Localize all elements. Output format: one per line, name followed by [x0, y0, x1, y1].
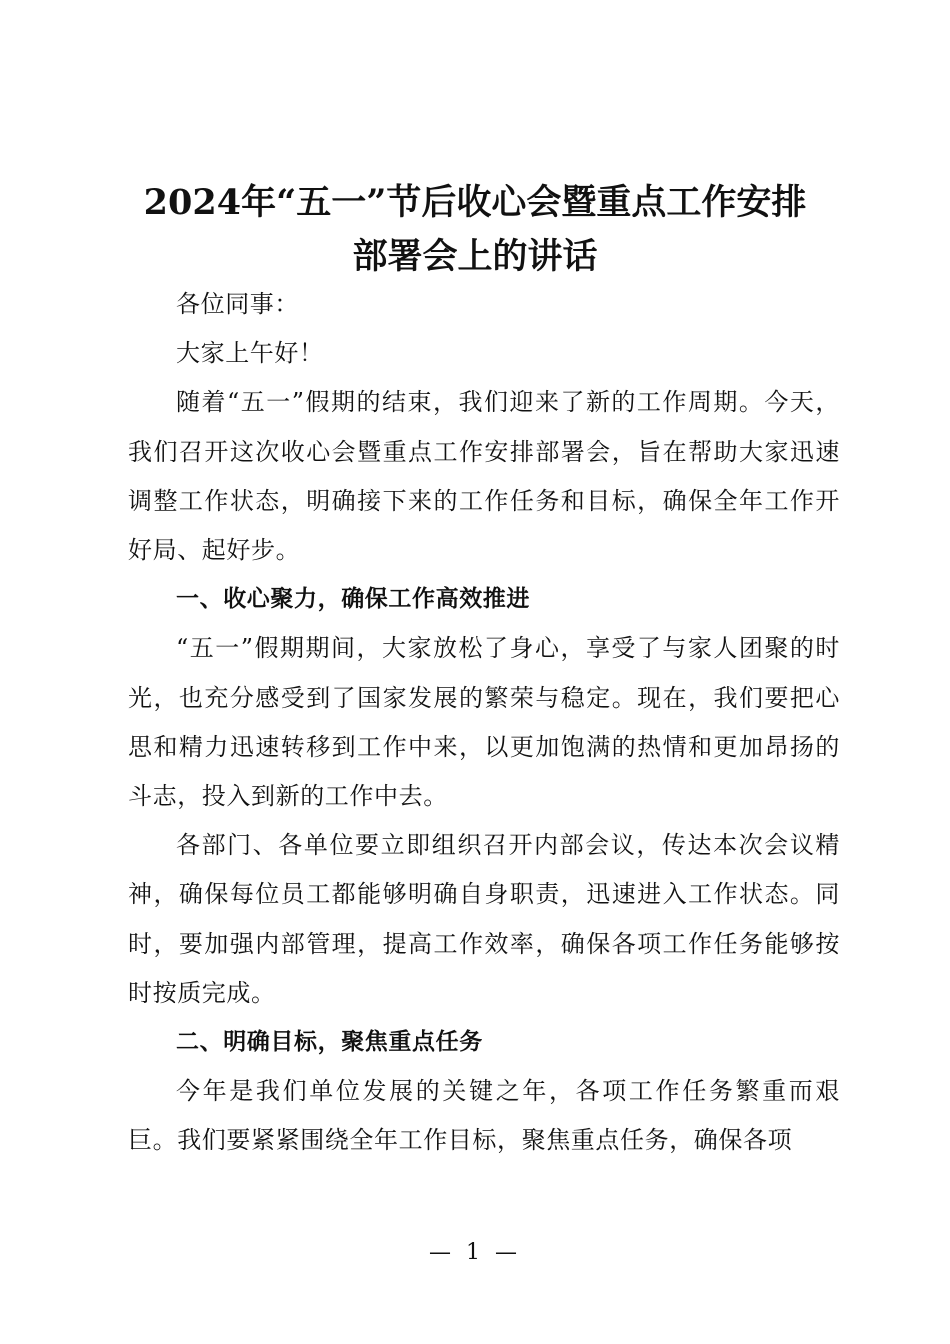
document-body [128, 280, 840, 1166]
paragraph-section-2a: 今年是我们单位发展的关键之年，各项工作任务繁重而艰巨。我们要紧紧围绕全年工作目标，聚焦重点任务，确保各项 [128, 1077, 840, 1155]
paragraph-section-1b: 各部门、各单位要立即组织召开内部会议，传达本次会议精神，确保每位员工都能够明确自身职责，迅速进入工作状态。同时，要加强内部管理，提高工作效率，确保各项工作任务能够按时按质完成。 [128, 831, 840, 1007]
paragraph-intro: 随着“五一”假期的结束，我们迎来了新的工作周期。今天，我们召开这次收心会暨重点工作安排部署会，旨在帮助大家迅速调整工作状态，明确接下来的工作任务和目标，确保全年工作开好局、起好步。 [128, 388, 840, 565]
page-number: — 1 — [429, 1240, 521, 1265]
salutation: 各位同事： [176, 290, 299, 318]
title-line-2: 部署会上的讲话 [352, 236, 598, 277]
paragraph-section-1a: “五一”假期期间，大家放松了身心，享受了与家人团聚的时光，也充分感受到了国家发展的繁荣与稳定。现在，我们要把心思和精力迅速转移到工作中来，以更加饱满的热情和更加昂扬的斗志，投入到新的工作中去。 [128, 634, 840, 811]
section-heading-1: 一、收心聚力，确保工作高效推进 [176, 586, 530, 613]
section-heading-2: 二、明确目标，聚焦重点任务 [176, 1029, 483, 1056]
greeting: 大家上午好！ [176, 339, 324, 368]
title-line-1: 2024年“五一”节后收心会暨重点工作安排 [143, 182, 807, 223]
document-title [120, 176, 830, 284]
